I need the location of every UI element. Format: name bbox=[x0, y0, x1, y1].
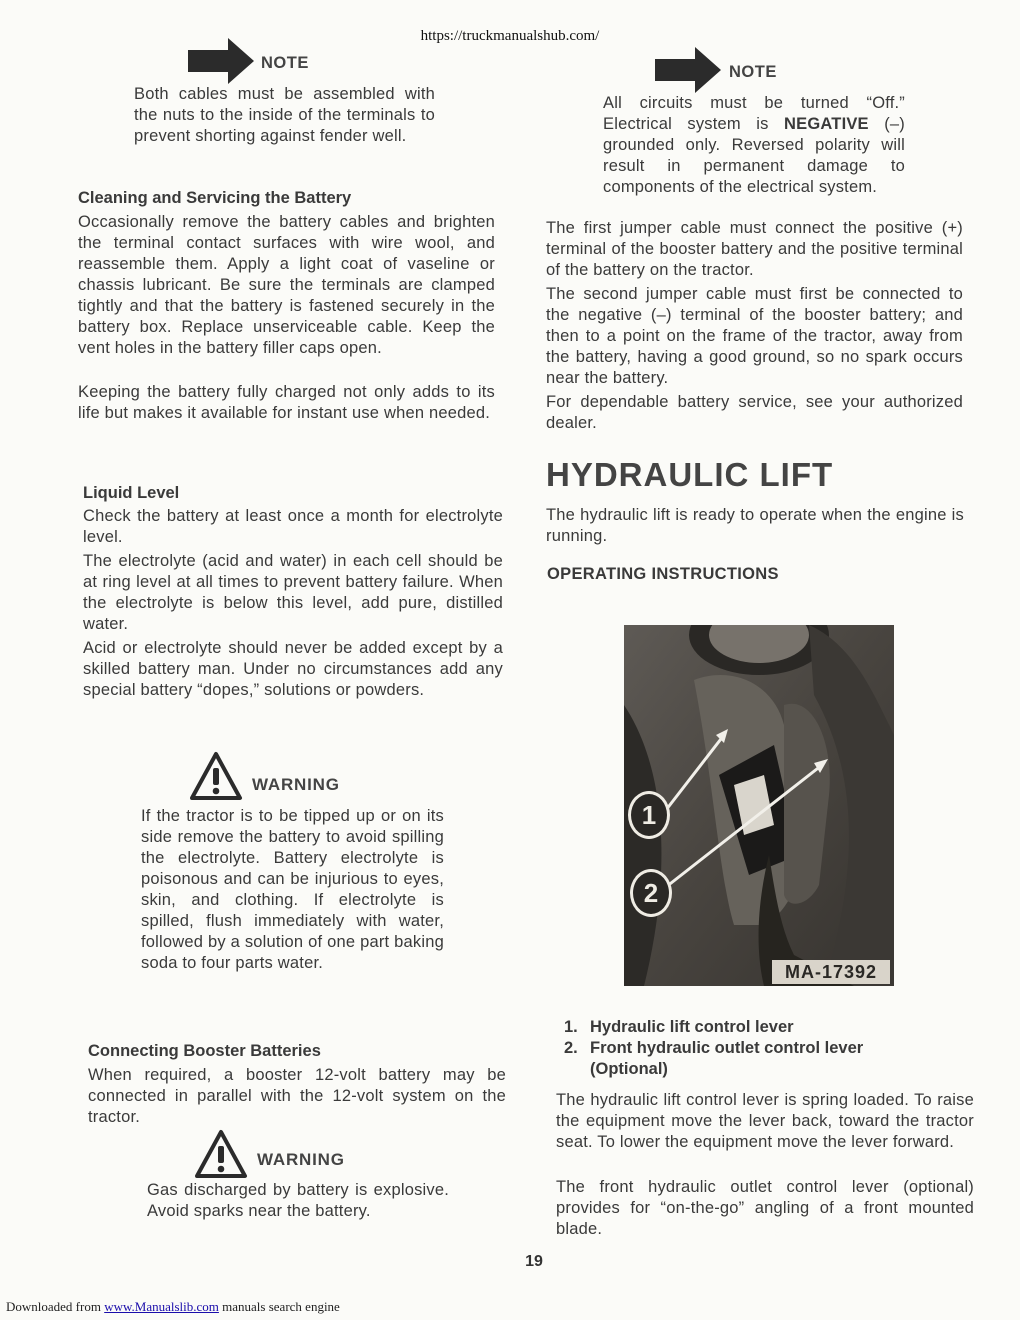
note-text: Both cables must be assembled with the nuts to the inside of the terminals to prevent shorting against fender well. bbox=[134, 85, 435, 145]
legend-item: 2. Front hydraulic outlet control lever (Optional) bbox=[564, 1039, 864, 1078]
booster-paragraph: When required, a booster 12-volt battery may be connected in parallel with the 12-volt system on the tractor. bbox=[88, 1066, 506, 1126]
charging-paragraph: Keeping the battery fully charged not only adds to its life but makes it available for instant use when needed. bbox=[78, 383, 495, 422]
figure-id: MA-17392 bbox=[772, 960, 890, 984]
callout-2: 2 bbox=[630, 869, 672, 917]
hydraulic-intro: The hydraulic lift is ready to operate when the engine is running. bbox=[546, 506, 964, 545]
jumper-paragraph-2: The second jumper cable must first be connected to the negative (–) terminal of the booster battery; and then to a point on the frame of the tractor, away from the battery, having a good ground, so no spark occurs near the battery. bbox=[546, 285, 963, 387]
warning-triangle-icon bbox=[189, 751, 243, 801]
warning-triangle-icon bbox=[194, 1129, 248, 1179]
figure-legend bbox=[564, 1017, 924, 1080]
section-heading-booster: Connecting Booster Batteries bbox=[88, 1042, 321, 1060]
outlet-lever-paragraph: The front hydraulic outlet control lever (optional) provides for “on-the-go” angling of a front mounted blade. bbox=[556, 1178, 974, 1238]
footer: Downloaded from www.Manualslib.com manuals search engine bbox=[6, 1299, 340, 1314]
warning-label: WARNING bbox=[252, 775, 340, 794]
callout-1: 1 bbox=[628, 791, 670, 839]
hydraulic-lever-photo bbox=[624, 625, 894, 986]
warning-label: WARNING bbox=[257, 1150, 345, 1169]
dealer-paragraph: For dependable battery service, see your authorized dealer. bbox=[546, 393, 963, 432]
note-label: NOTE bbox=[261, 54, 309, 72]
note-arrow-icon bbox=[188, 38, 256, 84]
manualslib-link[interactable]: www.Manualslib.com bbox=[104, 1299, 219, 1314]
liquid-paragraph-2: The electrolyte (acid and water) in each cell should be at ring level at all times to prevent battery failure. When the electrolyte is below this level, add pure, distilled water. bbox=[83, 552, 503, 633]
page-number: 19 bbox=[525, 1253, 543, 1270]
cleaning-paragraph: Occasionally remove the battery cables and brighten the terminal contact surfaces with wire wool, and reassemble them. Apply a light coat of vaseline or chassis lubricant. Be sure the terminals are clamped tightly and that the battery is fastened securely in the battery box. Replace unserviceable cable. Keep the vent holes in the battery filler caps open. bbox=[78, 213, 495, 357]
lift-lever-paragraph: The hydraulic lift control lever is spring loaded. To raise the equipment move the lever back, toward the tractor seat. To lower the equipment move the lever forward. bbox=[556, 1091, 974, 1151]
section-heading-liquid-level: Liquid Level bbox=[83, 484, 180, 502]
note-label: NOTE bbox=[729, 63, 777, 81]
subheading-operating-instructions: OPERATING INSTRUCTIONS bbox=[547, 565, 779, 583]
liquid-paragraph-3: Acid or electrolyte should never be added except by a skilled battery man. Under no circumstances add any special battery “dopes,” solutions or powders. bbox=[83, 639, 503, 699]
note-arrow-icon bbox=[655, 47, 723, 93]
jumper-paragraph-1: The first jumper cable must connect the positive (+) terminal of the booster battery and the positive terminal of the battery on the tractor. bbox=[546, 219, 963, 279]
section-heading-cleaning: Cleaning and Servicing the Battery bbox=[78, 189, 352, 207]
note-text: All circuits must be turned “Off.” Electrical system is NEGATIVE (–) grounded only. Reversed polarity will result in permanent damage to components of the electrical system. bbox=[603, 94, 905, 196]
legend-item: 1. Hydraulic lift control lever bbox=[564, 1018, 794, 1036]
liquid-paragraph-1: Check the battery at least once a month for electrolyte level. bbox=[83, 507, 503, 546]
negative-emphasis: NEGATIVE bbox=[784, 115, 869, 133]
header-url: https://truckmanualshub.com/ bbox=[420, 28, 600, 44]
warning-text: If the tractor is to be tipped up or on its side remove the battery to avoid spilling the electrolyte. Battery electrolyte is poisonous and can be injurious to eyes, skin, and clothing. If electrolyte is spilled, flush immediately with water, followed by a solution of one part baking soda to four parts water. bbox=[141, 807, 444, 972]
section-title-hydraulic-lift: HYDRAULIC LIFT bbox=[546, 456, 834, 493]
warning-text: Gas discharged by battery is explosive. Avoid sparks near the battery. bbox=[147, 1181, 449, 1220]
